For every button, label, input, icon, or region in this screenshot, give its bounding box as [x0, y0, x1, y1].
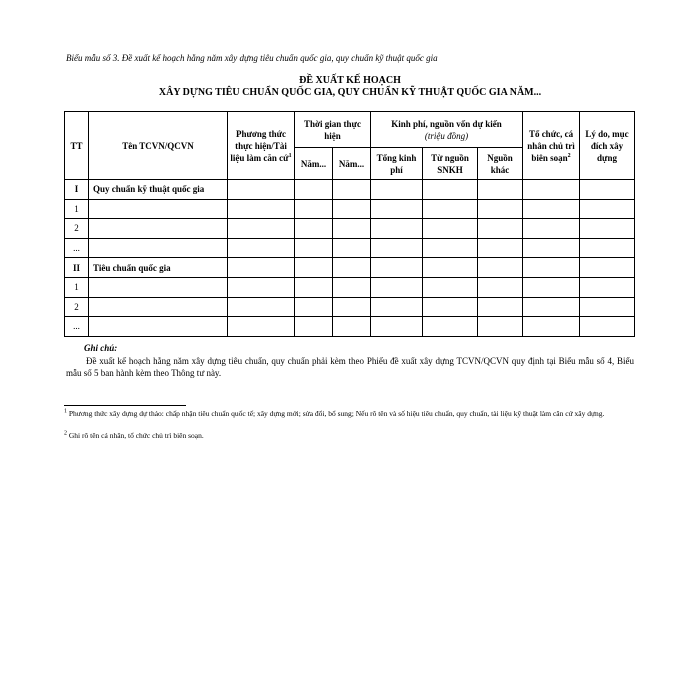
- header-name: Tên TCVN/QCVN: [89, 112, 228, 180]
- header-time-end: Năm...: [333, 148, 371, 180]
- table-row: [65, 238, 635, 258]
- table-row: [65, 258, 635, 278]
- row-name: [89, 238, 228, 258]
- table-header-row-1: [65, 112, 635, 148]
- row-number: II: [65, 258, 89, 278]
- document-title-line1: ĐỀ XUẤT KẾ HOẠCH: [299, 75, 401, 86]
- header-funding-other: Nguồn khác: [478, 148, 523, 180]
- header-org: Tổ chức, cá nhân chủ trì biên soạn$^2$: [523, 112, 580, 180]
- table-row: [65, 180, 635, 200]
- header-funding: Kinh phí, nguồn vốn dự kiến (triệu đồng): [371, 112, 523, 148]
- row-name: [89, 297, 228, 317]
- row-number: ...: [65, 317, 89, 337]
- section-name: Quy chuẩn kỹ thuật quốc gia: [89, 180, 228, 200]
- header-funding-snkh: Từ nguồn SNKH: [423, 148, 478, 180]
- row-number: 1: [65, 199, 89, 219]
- document-title-line2: XÂY DỰNG TIÊU CHUẨN QUỐC GIA, QUY CHUẨN KỸ THUẬT QUỐC GIA NĂM...: [158, 87, 542, 98]
- table-row: [65, 277, 635, 297]
- plan-table: [64, 111, 635, 337]
- table-row: [65, 219, 635, 239]
- row-number: 2: [65, 219, 89, 239]
- header-funding-total: Tổng kinh phí: [371, 148, 423, 180]
- table-row: [65, 199, 635, 219]
- row-name: [89, 219, 228, 239]
- row-number: I: [65, 180, 89, 200]
- header-tt: TT: [65, 112, 89, 180]
- row-name: [89, 277, 228, 297]
- header-method: Phương thức thực hiện/Tài liệu làm căn cứ$^1$: [228, 112, 295, 180]
- row-name: [89, 199, 228, 219]
- footnote-separator: [64, 405, 186, 406]
- row-name: [89, 317, 228, 337]
- header-reason: Lý do, mục đích xây dựng: [580, 112, 635, 180]
- section-name: Tiêu chuẩn quốc gia: [89, 258, 228, 278]
- table-row: [65, 317, 635, 337]
- header-time-start: Năm...: [295, 148, 333, 180]
- row-number: 1: [65, 277, 89, 297]
- table-row: [65, 297, 635, 317]
- row-number: ...: [65, 238, 89, 258]
- footnote-2: $^2$ Ghi rõ tên cá nhân, tổ chức chủ trì biên soạn.: [64, 430, 204, 440]
- form-label: Biểu mẫu số 3. Đề xuất kế hoạch hằng năm xây dựng tiêu chuẩn quốc gia, quy chuẩn kỹ thuật quốc gia: [66, 53, 438, 63]
- footnote-1: $^1$ Phương thức xây dựng dự thảo: chấp nhận tiêu chuẩn quốc tế; xây dựng mới; sửa đổi, bổ sung; Nếu rõ tên và số hiệu tiêu chuẩn, quy chuẩn, tài liệu kỹ thuật làm căn cứ xây dựng.: [64, 408, 605, 418]
- note-heading: Ghi chú:: [84, 343, 118, 353]
- note-text: Đề xuất kế hoạch hằng năm xây dựng tiêu chuẩn, quy chuẩn phải kèm theo Phiếu đề xuất xây dựng TCVN/QCVN quy định tại Biểu mẫu số 4, Biểu mẫu số 5 ban hành kèm theo Thông tư này.: [66, 356, 634, 378]
- row-number: 2: [65, 297, 89, 317]
- header-time: Thời gian thực hiện: [295, 112, 371, 148]
